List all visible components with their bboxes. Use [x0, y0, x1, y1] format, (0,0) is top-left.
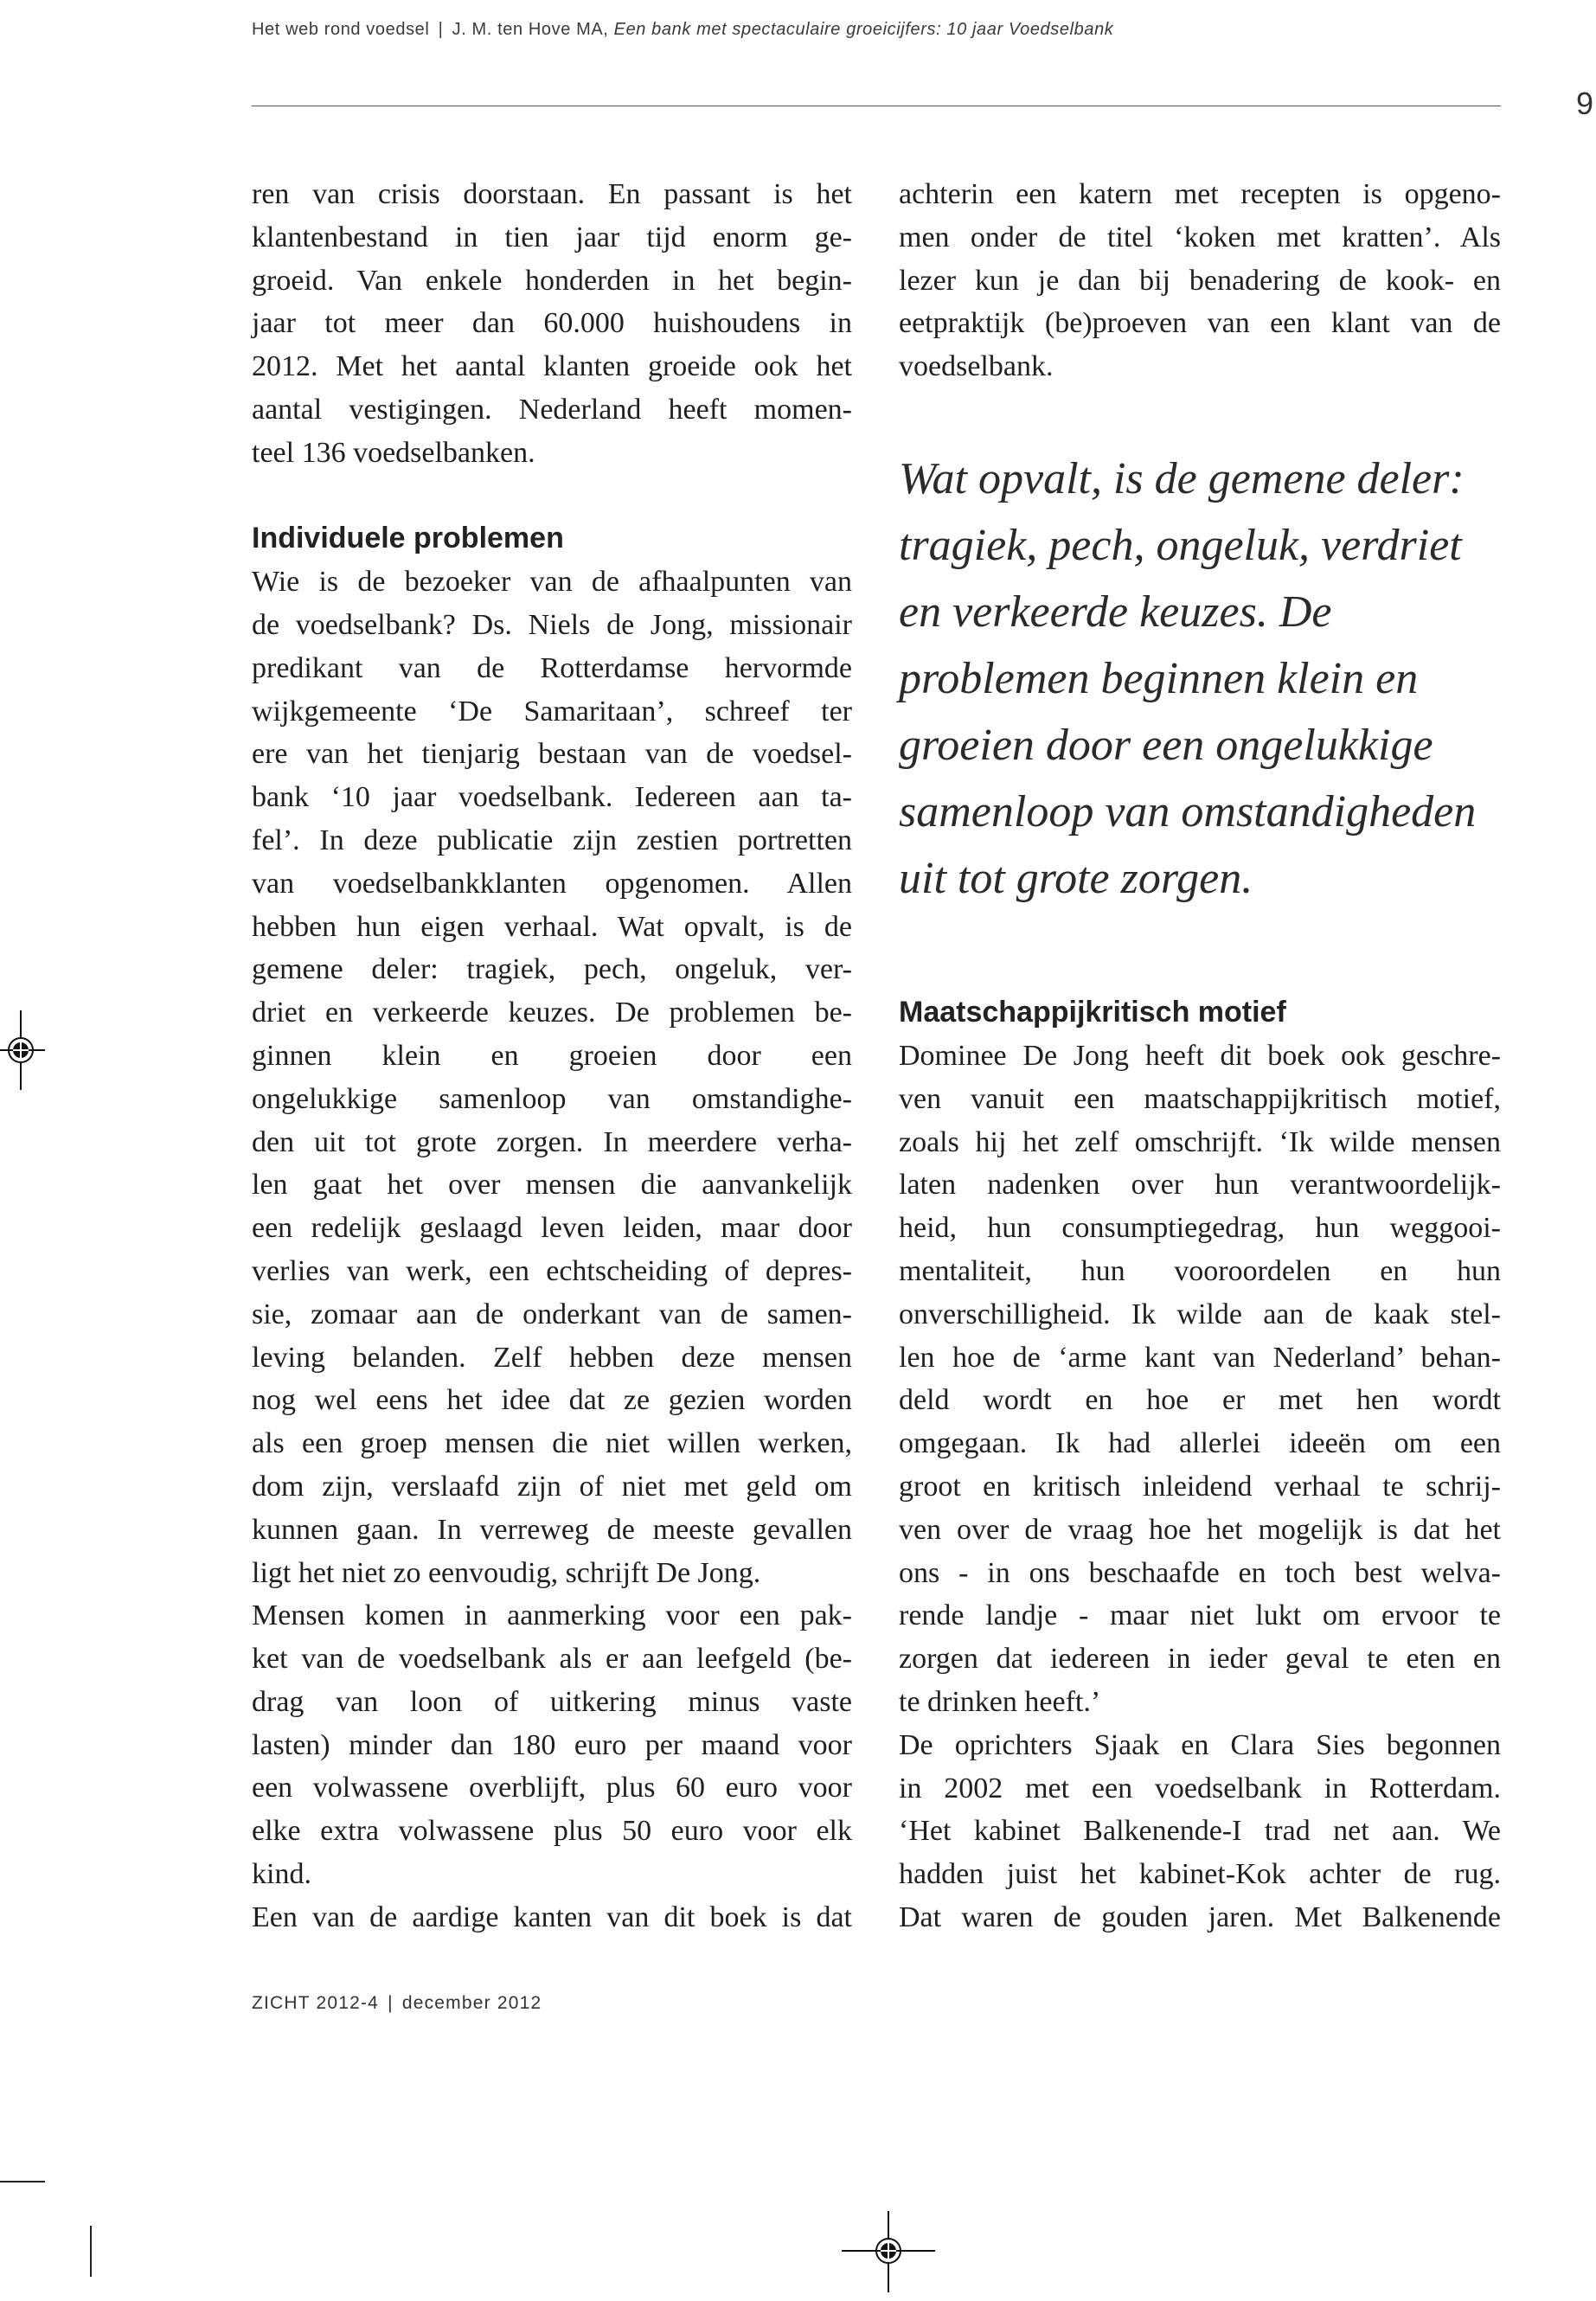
- paragraph: [899, 1724, 1501, 1939]
- text-line: driet en verkeerde keuzes. De problemen be-: [252, 997, 852, 1029]
- section-heading: Individuele problemen: [252, 522, 564, 555]
- text-line: Dominee De Jong heeft dit boek ook geschre-: [899, 1039, 1501, 1072]
- text-line: te drinken heeft.’: [899, 1685, 1101, 1718]
- section-heading: Maatschappijkritisch motief: [899, 996, 1286, 1029]
- text-line: 2012. Met het aantal klanten groeide ook het: [252, 350, 852, 383]
- right-column: [899, 173, 1501, 1939]
- text-line: een redelijk geslaagd leven leiden, maar door: [252, 1212, 852, 1245]
- text-line: Mensen komen in aanmerking voor een pak-: [252, 1599, 852, 1632]
- text-line: ‘Het kabinet Balkenende-I trad net aan. We: [899, 1815, 1501, 1848]
- text-line: zorgen dat iedereen in ieder geval te eten en: [899, 1643, 1501, 1676]
- text-line: ket van de voedselbank als er aan leefgeld (be-: [252, 1643, 852, 1676]
- paragraph: [252, 1594, 852, 1896]
- text-line: omgegaan. Ik had allerlei ideeën om een: [899, 1427, 1501, 1460]
- registration-mark-icon: [0, 1007, 52, 1093]
- text-line: sie, zomaar aan de onderkant van de samen-: [252, 1298, 852, 1330]
- text-line: len hoe de ‘arme kant van Nederland’ behan-: [899, 1341, 1501, 1374]
- pull-quote: [899, 445, 1501, 912]
- pull-quote-line: tragiek, pech, ongeluk, verdriet: [899, 520, 1462, 570]
- text-line: ginnen klein en groeien door een: [252, 1039, 852, 1072]
- text-line: de voedselbank? Ds. Niels de Jong, missionair: [252, 608, 852, 641]
- text-line: leving belanden. Zelf hebben deze mensen: [252, 1341, 852, 1374]
- text-line: als een groep mensen die niet willen werken,: [252, 1427, 852, 1460]
- text-line: ligt het niet zo eenvoudig, schrijft De Jong.: [252, 1556, 761, 1589]
- text-line: jaar tot meer dan 60.000 huishoudens in: [252, 307, 852, 340]
- paragraph: [252, 561, 852, 1594]
- text-line: zoals hij het zelf omschrijft. ‘Ik wilde mensen: [899, 1125, 1501, 1158]
- text-line: laten nadenken over hun verantwoordelijk-: [899, 1169, 1501, 1202]
- text-line: den uit tot grote zorgen. In meerdere verha-: [252, 1125, 852, 1158]
- pull-quote-line: Wat opvalt, is de gemene deler:: [899, 453, 1465, 503]
- paragraph: [899, 1035, 1501, 1724]
- header-separator: |: [438, 20, 444, 39]
- text-line: voedselbank.: [899, 350, 1054, 383]
- crop-mark-horizontal: [0, 2181, 45, 2182]
- text-line: teel 136 voedselbanken.: [252, 436, 535, 469]
- text-line: groot en kritisch inleidend verhaal te schrij-: [899, 1470, 1501, 1503]
- running-header: [252, 18, 1113, 41]
- text-line: achterin een katern met recepten is opgeno-: [899, 178, 1501, 210]
- text-line: len gaat het over mensen die aanvankelijk: [252, 1169, 852, 1202]
- text-line: kind.: [252, 1858, 311, 1891]
- text-line: onverschilligheid. Ik wilde aan de kaak stel-: [899, 1298, 1501, 1330]
- text-line: ongelukkige samenloop van omstandighe-: [252, 1082, 852, 1115]
- text-line: ren van crisis doorstaan. En passant is het: [252, 178, 852, 210]
- text-line: dom zijn, verslaafd zijn of niet met geld om: [252, 1470, 852, 1503]
- pull-quote-line: samenloop van omstandigheden: [899, 786, 1477, 836]
- text-line: lezer kun je dan bij benadering de kook- en: [899, 264, 1501, 297]
- text-line: lasten) minder dan 180 euro per maand voor: [252, 1728, 852, 1761]
- text-line: nog wel eens het idee dat ze gezien worden: [252, 1384, 852, 1417]
- left-column: [252, 173, 852, 1939]
- text-line: aantal vestigingen. Nederland heeft momen-: [252, 393, 852, 426]
- text-line: in 2002 met een voedselbank in Rotterdam.: [899, 1772, 1501, 1804]
- footer-date: december 2012: [401, 1993, 542, 2013]
- text-line: groeid. Van enkele honderden in het begin-: [252, 264, 852, 297]
- text-line: ven over de vraag hoe het mogelijk is dat het: [899, 1513, 1501, 1546]
- text-line: predikant van de Rotterdamse hervormde: [252, 651, 852, 684]
- text-line: rende landje - maar niet lukt om ervoor te: [899, 1599, 1501, 1632]
- text-line: een volwassene overblijft, plus 60 euro voor: [252, 1772, 852, 1804]
- text-line: De oprichters Sjaak en Clara Sies begonnen: [899, 1728, 1501, 1761]
- article-title: Een bank met spectaculaire groeicijfers: 10 jaar Voedselbank: [613, 20, 1114, 39]
- pull-quote-line: en verkeerde keuzes. De: [899, 586, 1332, 637]
- text-line: fel’. In deze publicatie zijn zestien portretten: [252, 824, 852, 856]
- registration-mark-icon: [836, 2208, 940, 2294]
- text-line: deld wordt en hoe er met hen wordt: [899, 1384, 1501, 1417]
- paragraph: [252, 1896, 852, 1939]
- page-number: 9: [1576, 86, 1594, 121]
- text-line: bank ‘10 jaar voedselbank. Iedereen aan ta-: [252, 781, 852, 814]
- crop-mark-vertical: [90, 2226, 92, 2277]
- text-line: heid, hun consumptiegedrag, hun weggooi-: [899, 1212, 1501, 1245]
- text-line: drag van loon of uitkering minus vaste: [252, 1685, 852, 1718]
- text-line: kunnen gaan. In verreweg de meeste gevallen: [252, 1513, 852, 1546]
- text-line: men onder de titel ‘koken met kratten’. Als: [899, 221, 1501, 253]
- text-line: klantenbestand in tien jaar tijd enorm ge-: [252, 221, 852, 253]
- header-author: J. M. ten Hove MA,: [452, 20, 609, 39]
- page-footer: [252, 1991, 542, 2016]
- text-line: verlies van werk, een echtscheiding of depres-: [252, 1254, 852, 1287]
- footer-separator: |: [388, 1993, 394, 2013]
- footer-journal-issue: ZICHT 2012-4: [252, 1993, 380, 2013]
- pull-quote-line: uit tot grote zorgen.: [899, 853, 1253, 903]
- text-line: wijkgemeente ‘De Samaritaan’, schreef ter: [252, 695, 852, 727]
- text-line: Dat waren de gouden jaren. Met Balkenende: [899, 1900, 1501, 1933]
- text-line: Wie is de bezoeker van de afhaalpunten van: [252, 566, 852, 599]
- text-line: eetpraktijk (be)proeven van een klant van de: [899, 307, 1501, 340]
- text-line: elke extra volwassene plus 50 euro voor elk: [252, 1815, 852, 1848]
- pull-quote-line: problemen beginnen klein en: [899, 653, 1419, 703]
- paragraph: [899, 173, 1501, 388]
- text-line: mentaliteit, hun vooroordelen en hun: [899, 1254, 1501, 1287]
- text-line: hebben hun eigen verhaal. Wat opvalt, is de: [252, 910, 852, 943]
- text-line: Een van de aardige kanten van dit boek is dat: [252, 1900, 852, 1933]
- text-line: ere van het tienjarig bestaan van de voedsel-: [252, 738, 852, 771]
- text-line: gemene deler: tragiek, pech, ongeluk, ver-: [252, 953, 852, 986]
- text-line: hadden juist het kabinet-Kok achter de rug.: [899, 1858, 1501, 1891]
- paragraph: [252, 173, 852, 475]
- text-line: ons - in ons beschaafde en toch best welva-: [899, 1556, 1501, 1589]
- pull-quote-line: groeien door een ongelukkige: [899, 720, 1433, 770]
- text-line: ven vanuit een maatschappijkritisch motief,: [899, 1082, 1501, 1115]
- text-line: van voedselbankklanten opgenomen. Allen: [252, 867, 852, 900]
- running-head-section: Het web rond voedsel: [252, 20, 430, 39]
